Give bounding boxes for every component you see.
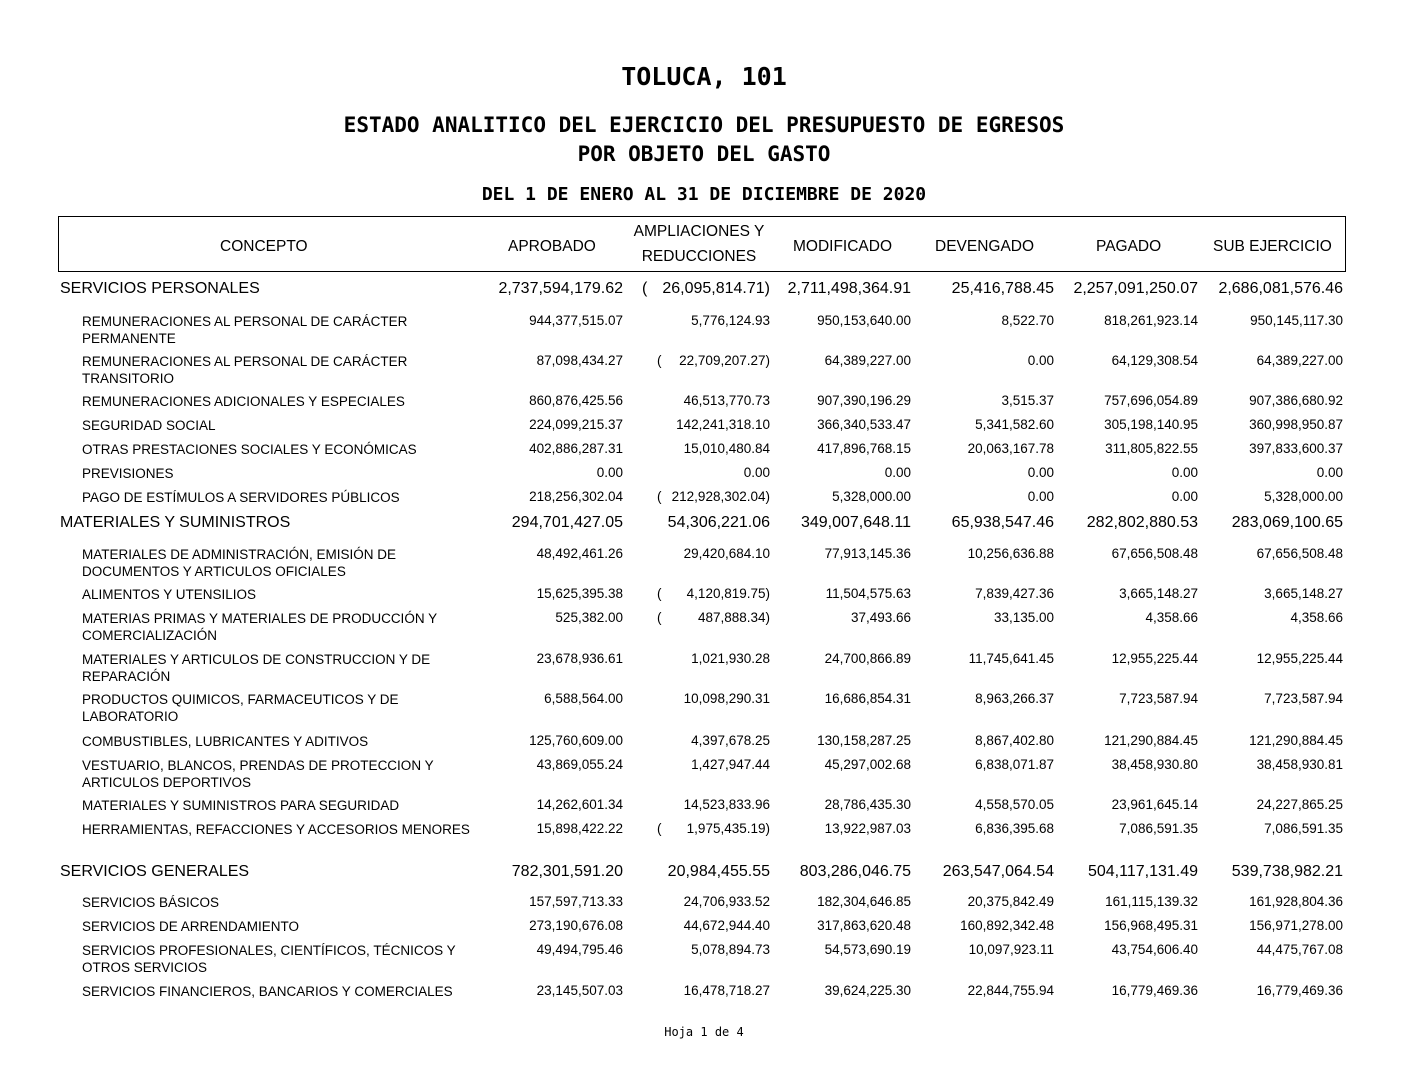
ampliaciones-value: 487,888.34)	[697, 610, 770, 625]
aprobado-value: 0.00	[596, 465, 623, 480]
pagado-value: 0.00	[1171, 465, 1198, 480]
pagado-value: 305,198,140.95	[1104, 417, 1198, 432]
devengado-value: 33,135.00	[993, 610, 1054, 625]
modificado-value: 45,297,002.68	[824, 757, 911, 772]
concept-label: SERVICIOS FINANCIEROS, BANCARIOS Y COMERCIALES	[82, 984, 453, 999]
negative-paren: (	[657, 489, 662, 504]
ampliaciones-value: 4,397,678.25	[691, 733, 770, 748]
pagado-value: 504,117,131.49	[1087, 863, 1198, 880]
ampliaciones-value: 29,420,684.10	[683, 546, 770, 561]
subejercicio-value: 2,686,081,576.46	[1218, 280, 1343, 297]
aprobado-value: 157,597,713.33	[529, 894, 623, 909]
pagado-value: 23,961,645.14	[1111, 797, 1198, 812]
pagado-value: 43,754,606.40	[1111, 942, 1198, 957]
subejercicio-value: 360,998,950.87	[1249, 417, 1343, 432]
aprobado-value: 224,099,215.37	[529, 417, 623, 432]
concept-label: MATERIALES Y ARTICULOS DE CONSTRUCCION Y DE REPARACIÓN	[82, 652, 431, 684]
pagado-value: 64,129,308.54	[1111, 353, 1198, 368]
concept-label: SERVICIOS DE ARRENDAMIENTO	[82, 919, 300, 934]
pagado-value: 4,358.66	[1145, 610, 1198, 625]
subejercicio-value: 539,738,982.21	[1231, 863, 1343, 880]
subejercicio-value: 12,955,225.44	[1256, 651, 1343, 666]
devengado-value: 6,838,071.87	[975, 757, 1054, 772]
ampliaciones-value: 4,120,819.75)	[686, 586, 770, 601]
aprobado-value: 860,876,425.56	[529, 393, 623, 408]
modificado-value: 803,286,046.75	[799, 863, 911, 880]
modificado-value: 37,493.66	[850, 610, 911, 625]
devengado-value: 8,963,266.37	[975, 691, 1054, 706]
ampliaciones-value: 10,098,290.31	[683, 691, 770, 706]
ampliaciones-value: 16,478,718.27	[683, 983, 770, 998]
subejercicio-value: 121,290,884.45	[1249, 733, 1343, 748]
subejercicio-value: 950,145,117.30	[1250, 313, 1343, 328]
subejercicio-value: 44,475,767.08	[1256, 942, 1343, 957]
ampliaciones-value: 14,523,833.96	[683, 797, 770, 812]
modificado-value: 28,786,435.30	[824, 797, 911, 812]
negative-paren: (	[657, 353, 662, 368]
concept-label: HERRAMIENTAS, REFACCIONES Y ACCESORIOS MENORES	[82, 822, 470, 837]
subejercicio-value: 283,069,100.65	[1231, 514, 1343, 531]
ampliaciones-value: 15,010,480.84	[683, 441, 770, 456]
aprobado-value: 23,678,936.61	[536, 651, 623, 666]
devengado-value: 0.00	[1027, 465, 1054, 480]
pagado-value: 311,805,822.55	[1105, 441, 1198, 456]
ampliaciones-value: 46,513,770.73	[683, 393, 770, 408]
subejercicio-value: 161,928,804.36	[1249, 894, 1343, 909]
devengado-value: 10,256,636.88	[967, 546, 1054, 561]
concept-label: VESTUARIO, BLANCOS, PRENDAS DE PROTECCION Y ARTICULOS DEPORTIVOS	[82, 758, 434, 790]
pagado-value: 12,955,225.44	[1111, 651, 1198, 666]
ampliaciones-value: 1,975,435.19)	[686, 821, 770, 836]
col-header-subejercicio: SUB EJERCICIO	[1213, 238, 1332, 255]
concept-label: PREVISIONES	[82, 466, 174, 481]
negative-paren: (	[642, 280, 648, 297]
devengado-value: 8,867,402.80	[975, 733, 1054, 748]
modificado-value: 366,340,533.47	[817, 417, 911, 432]
subejercicio-value: 67,656,508.48	[1256, 546, 1343, 561]
devengado-value: 7,839,427.36	[975, 586, 1054, 601]
ampliaciones-value: 24,706,933.52	[683, 894, 770, 909]
col-header-devengado: DEVENGADO	[935, 238, 1035, 255]
devengado-value: 20,375,842.49	[967, 894, 1054, 909]
modificado-value: 2,711,498,364.91	[787, 280, 911, 297]
subejercicio-value: 7,086,591.35	[1264, 821, 1343, 836]
aprobado-value: 6,588,564.00	[544, 691, 623, 706]
devengado-value: 65,938,547.46	[951, 514, 1054, 531]
aprobado-value: 525,382.00	[555, 610, 623, 625]
pagado-value: 156,968,495.31	[1104, 918, 1198, 933]
ampliaciones-value: 212,928,302.04)	[671, 489, 770, 504]
pagado-value: 161,115,139.32	[1105, 894, 1198, 909]
subejercicio-value: 0.00	[1316, 465, 1343, 480]
pagado-value: 818,261,923.14	[1104, 313, 1198, 328]
ampliaciones-value: 0.00	[743, 465, 770, 480]
pagado-value: 67,656,508.48	[1111, 546, 1198, 561]
aprobado-value: 48,492,461.26	[536, 546, 623, 561]
entity-title: TOLUCA, 101	[621, 62, 787, 91]
aprobado-value: 782,301,591.20	[511, 863, 623, 880]
aprobado-value: 402,886,287.31	[529, 441, 623, 456]
devengado-value: 11,745,641.45	[968, 651, 1054, 666]
modificado-value: 182,304,646.85	[817, 894, 911, 909]
aprobado-value: 944,377,515.07	[529, 313, 623, 328]
subejercicio-value: 3,665,148.27	[1264, 586, 1343, 601]
concept-label: PAGO DE ESTÍMULOS A SERVIDORES PÚBLICOS	[82, 490, 400, 505]
negative-paren: (	[657, 610, 662, 625]
subejercicio-value: 24,227,865.25	[1256, 797, 1343, 812]
concept-label: ALIMENTOS Y UTENSILIOS	[82, 587, 257, 602]
devengado-value: 10,097,923.11	[968, 942, 1054, 957]
pagado-value: 7,723,587.94	[1119, 691, 1198, 706]
concept-label: MATERIALES DE ADMINISTRACIÓN, EMISIÓN DE DOCUMENTOS Y ARTICULOS OFICIALES	[82, 547, 397, 579]
devengado-value: 6,836,395.68	[975, 821, 1054, 836]
col-header-aprobado: APROBADO	[508, 238, 596, 255]
modificado-value: 54,573,690.19	[824, 942, 911, 957]
modificado-value: 77,913,145.36	[824, 546, 911, 561]
pagado-value: 16,779,469.36	[1111, 983, 1198, 998]
subejercicio-value: 7,723,587.94	[1264, 691, 1343, 706]
aprobado-value: 273,190,676.08	[529, 918, 623, 933]
col-header-pagado: PAGADO	[1096, 238, 1162, 255]
concept-label: MATERIAS PRIMAS Y MATERIALES DE PRODUCCIÓN Y COMERCIALIZACIÓN	[82, 611, 437, 643]
report-period: DEL 1 DE ENERO AL 31 DE DICIEMBRE DE 2020	[481, 184, 927, 205]
aprobado-value: 218,256,302.04	[529, 489, 623, 504]
modificado-value: 349,007,648.11	[800, 514, 911, 531]
modificado-value: 64,389,227.00	[824, 353, 911, 368]
devengado-value: 0.00	[1027, 353, 1054, 368]
devengado-value: 4,558,570.05	[975, 797, 1054, 812]
page-number: Hoja 1 de 4	[664, 1025, 744, 1039]
pagado-value: 2,257,091,250.07	[1073, 280, 1198, 297]
aprobado-value: 125,760,609.00	[529, 733, 623, 748]
concept-label: SERVICIOS GENERALES	[60, 863, 250, 880]
concept-label: SERVICIOS PROFESIONALES, CIENTÍFICOS, TÉCNICOS Y OTROS SERVICIOS	[82, 943, 456, 975]
pagado-value: 121,290,884.45	[1104, 733, 1198, 748]
modificado-value: 907,390,196.29	[817, 393, 911, 408]
col-header-concepto: CONCEPTO	[220, 238, 308, 255]
modificado-value: 417,896,768.15	[817, 441, 911, 456]
devengado-value: 22,844,755.94	[967, 983, 1054, 998]
subejercicio-value: 4,358.66	[1290, 610, 1343, 625]
aprobado-value: 23,145,507.03	[536, 983, 623, 998]
subejercicio-value: 907,386,680.92	[1249, 393, 1343, 408]
pagado-value: 7,086,591.35	[1119, 821, 1198, 836]
concept-label: SERVICIOS PERSONALES	[60, 280, 260, 297]
pagado-value: 757,696,054.89	[1104, 393, 1198, 408]
devengado-value: 3,515.37	[1001, 393, 1054, 408]
modificado-value: 5,328,000.00	[832, 489, 911, 504]
modificado-value: 24,700,866.89	[824, 651, 911, 666]
concept-label: COMBUSTIBLES, LUBRICANTES Y ADITIVOS	[82, 734, 369, 749]
modificado-value: 13,922,987.03	[824, 821, 911, 836]
subejercicio-value: 38,458,930.81	[1256, 757, 1343, 772]
modificado-value: 39,624,225.30	[824, 983, 911, 998]
aprobado-value: 2,737,594,179.62	[498, 280, 623, 297]
pagado-value: 0.00	[1171, 489, 1198, 504]
negative-paren: (	[657, 586, 662, 601]
modificado-value: 16,686,854.31	[824, 691, 911, 706]
aprobado-value: 49,494,795.46	[536, 942, 623, 957]
col-header-ampliaciones: AMPLIACIONES Y REDUCCIONES	[633, 223, 765, 265]
col-header-modificado: MODIFICADO	[793, 238, 893, 255]
devengado-value: 0.00	[1027, 489, 1054, 504]
aprobado-value: 15,898,422.22	[536, 821, 623, 836]
concept-label: SEGURIDAD SOCIAL	[82, 418, 216, 433]
ampliaciones-value: 54,306,221.06	[667, 514, 770, 531]
aprobado-value: 15,625,395.38	[536, 586, 623, 601]
ampliaciones-value: 44,672,944.40	[683, 918, 770, 933]
modificado-value: 0.00	[884, 465, 911, 480]
ampliaciones-value: 1,021,930.28	[691, 651, 770, 666]
subejercicio-value: 64,389,227.00	[1256, 353, 1343, 368]
modificado-value: 11,504,575.63	[825, 586, 911, 601]
concept-label: REMUNERACIONES ADICIONALES Y ESPECIALES	[82, 394, 405, 409]
concept-label: OTRAS PRESTACIONES SOCIALES Y ECONÓMICAS	[82, 442, 417, 457]
devengado-value: 160,892,342.48	[960, 918, 1054, 933]
ampliaciones-value: 1,427,947.44	[691, 757, 770, 772]
concept-label: REMUNERACIONES AL PERSONAL DE CARÁCTER TRANSITORIO	[82, 354, 408, 386]
report-title: ESTADO ANALITICO DEL EJERCICIO DEL PRESUPUESTO DE EGRESOS	[343, 113, 1065, 137]
pagado-value: 38,458,930.80	[1111, 757, 1198, 772]
aprobado-value: 294,701,427.05	[511, 514, 623, 531]
concept-label: PRODUCTOS QUIMICOS, FARMACEUTICOS Y DE LABORATORIO	[82, 692, 399, 724]
subejercicio-value: 397,833,600.37	[1249, 441, 1343, 456]
subejercicio-value: 5,328,000.00	[1264, 489, 1343, 504]
report-subtitle: POR OBJETO DEL GASTO	[577, 142, 831, 166]
aprobado-value: 43,869,055.24	[536, 757, 623, 772]
modificado-value: 950,153,640.00	[817, 313, 911, 328]
ampliaciones-value: 20,984,455.55	[667, 863, 770, 880]
pagado-value: 282,802,880.53	[1086, 514, 1198, 531]
ampliaciones-value: 26,095,814.71)	[662, 280, 770, 297]
concept-label: REMUNERACIONES AL PERSONAL DE CARÁCTER PERMANENTE	[82, 314, 408, 346]
modificado-value: 317,863,620.48	[817, 918, 911, 933]
subejercicio-value: 156,971,278.00	[1249, 918, 1343, 933]
modificado-value: 130,158,287.25	[817, 733, 911, 748]
ampliaciones-value: 5,776,124.93	[691, 313, 770, 328]
concept-label: MATERIALES Y SUMINISTROS	[60, 514, 291, 531]
devengado-value: 5,341,582.60	[975, 417, 1054, 432]
aprobado-value: 87,098,434.27	[536, 353, 623, 368]
ampliaciones-value: 142,241,318.10	[676, 417, 770, 432]
subejercicio-value: 16,779,469.36	[1256, 983, 1343, 998]
negative-paren: (	[657, 821, 662, 836]
concept-label: SERVICIOS BÁSICOS	[82, 895, 220, 910]
devengado-value: 263,547,064.54	[942, 863, 1054, 880]
ampliaciones-value: 5,078,894.73	[691, 942, 770, 957]
aprobado-value: 14,262,601.34	[536, 797, 623, 812]
devengado-value: 25,416,788.45	[951, 280, 1054, 297]
devengado-value: 8,522.70	[1001, 313, 1054, 328]
table-header	[58, 216, 1346, 272]
devengado-value: 20,063,167.78	[967, 441, 1054, 456]
concept-label: MATERIALES Y SUMINISTROS PARA SEGURIDAD	[82, 798, 400, 813]
ampliaciones-value: 22,709,207.27)	[679, 353, 770, 368]
pagado-value: 3,665,148.27	[1119, 586, 1198, 601]
